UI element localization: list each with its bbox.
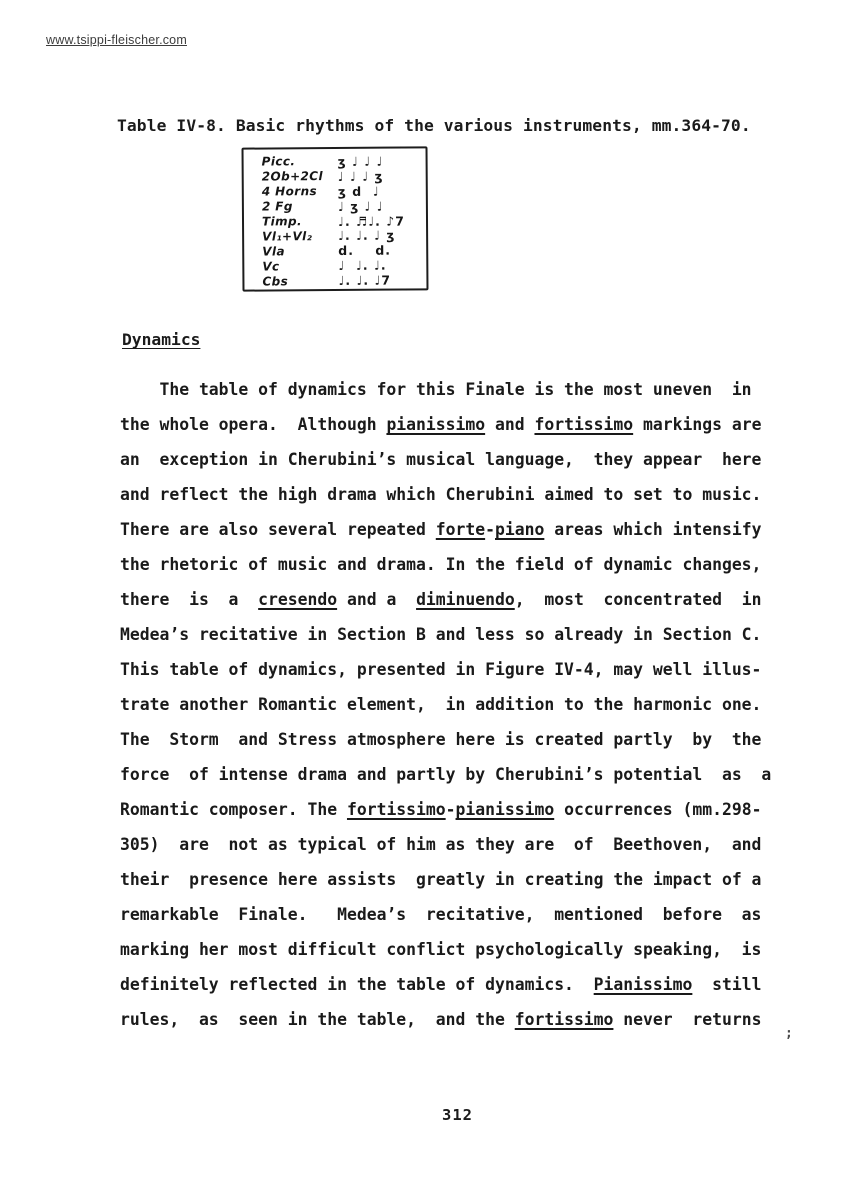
text-line: The table of dynamics for this Finale is the most uneven in (120, 380, 752, 399)
table-row (262, 228, 426, 244)
underlined-term: Pianissimo (593, 975, 693, 994)
text-line: their presence here assists greatly in creating the impact of a (120, 870, 762, 889)
text-line: the whole opera. Although pianissimo and fortissimo markings are (120, 415, 762, 434)
text-line: remarkable Finale. Medea’s recitative, mentioned before as (120, 905, 762, 924)
table-row (262, 168, 426, 184)
page-number: 312 (442, 1106, 473, 1124)
instrument-label: Vla (262, 244, 285, 259)
text-line: trate another Romantic element, in addition to the harmonic one. (120, 695, 762, 714)
source-url-link[interactable]: www.tsippi-fleischer.com (46, 33, 187, 47)
text-line: force of intense drama and partly by Cherubini’s potential as a (120, 765, 772, 784)
instrument-label: 2Ob+2Cl (261, 169, 324, 184)
text-line: the rhetoric of music and drama. In the field of dynamic changes, (120, 555, 762, 574)
instrument-label: Timp. (261, 214, 303, 229)
scan-artifact-mark: ; (785, 1026, 793, 1041)
instrument-label: Cbs (262, 273, 289, 289)
rhythm-table (241, 146, 428, 291)
text-line: Medea’s recitative in Section B and less so already in Section C. (120, 625, 762, 644)
text-line: There are also several repeated forte-piano areas which intensify (120, 520, 762, 539)
rhythm-notation: ʒ ♩ ♩ ♩ (337, 153, 384, 169)
underlined-term: piano (495, 520, 545, 539)
underlined-term: cresendo (258, 590, 338, 609)
rhythm-notation: ♩. ♬♩. ♪7 (337, 213, 405, 229)
table-row (262, 213, 426, 229)
rhythm-notation: d. d. (338, 242, 392, 259)
text-line: there is a cresendo and a diminuendo, most concentrated in (120, 590, 762, 609)
underlined-term: pianissimo (455, 800, 555, 819)
text-line: Romantic composer. The fortissimo-pianissimo occurrences (mm.298- (120, 800, 762, 819)
rhythm-notation: ♩ ♩ ♩ ʒ (337, 168, 384, 184)
instrument-label: Vl₁+Vl₂ (262, 229, 313, 244)
text-line: marking her most difficult conflict psychologically speaking, is (120, 940, 762, 959)
text-line: and reflect the high drama which Cherubini aimed to set to music. (120, 485, 762, 504)
instrument-label: 4 Horns (261, 184, 318, 199)
table-row (262, 272, 426, 288)
instrument-label: Picc. (261, 154, 296, 169)
text-line: The Storm and Stress atmosphere here is created partly by the (120, 730, 762, 749)
underlined-term: fortissimo (514, 1010, 614, 1029)
text-line: rules, as seen in the table, and the fortissimo never returns (120, 1010, 762, 1029)
rhythm-notation: ♩. ♩. ♩7 (338, 272, 392, 289)
rhythm-notation: ♩ ♩. ♩. (338, 257, 387, 274)
section-heading-dynamics: Dynamics (122, 330, 201, 349)
underlined-term: fortissimo (346, 800, 446, 819)
table-row (262, 153, 426, 169)
table-row (262, 243, 426, 259)
rhythm-notation: ♩ ʒ ♩ ♩ (337, 198, 384, 214)
underlined-term: pianissimo (386, 415, 486, 434)
underlined-term: diminuendo (416, 590, 515, 609)
rhythm-notation: ♩. ♩. ♩ ʒ (338, 227, 396, 244)
table-row (262, 198, 426, 214)
underlined-term: forte (435, 520, 486, 539)
table-row (262, 183, 426, 199)
table-caption: Table IV-8. Basic rhythms of the various instruments, mm.364-70. (117, 116, 751, 135)
underlined-term: fortissimo (534, 415, 634, 434)
body-text (120, 372, 820, 1037)
instrument-label: 2 Fg (261, 199, 293, 214)
text-line: an exception in Cherubini’s musical language, they appear here (120, 450, 762, 469)
table-row (262, 258, 426, 274)
text-line: definitely reflected in the table of dynamics. Pianissimo still (120, 975, 762, 994)
instrument-label: Vc (262, 259, 280, 274)
text-line: 305) are not as typical of him as they are of Beethoven, and (120, 835, 762, 854)
rhythm-notation: ʒ d ♩ (337, 183, 380, 199)
rhythm-table-rows (262, 153, 427, 288)
text-line: This table of dynamics, presented in Figure IV-4, may well illus- (120, 660, 762, 679)
